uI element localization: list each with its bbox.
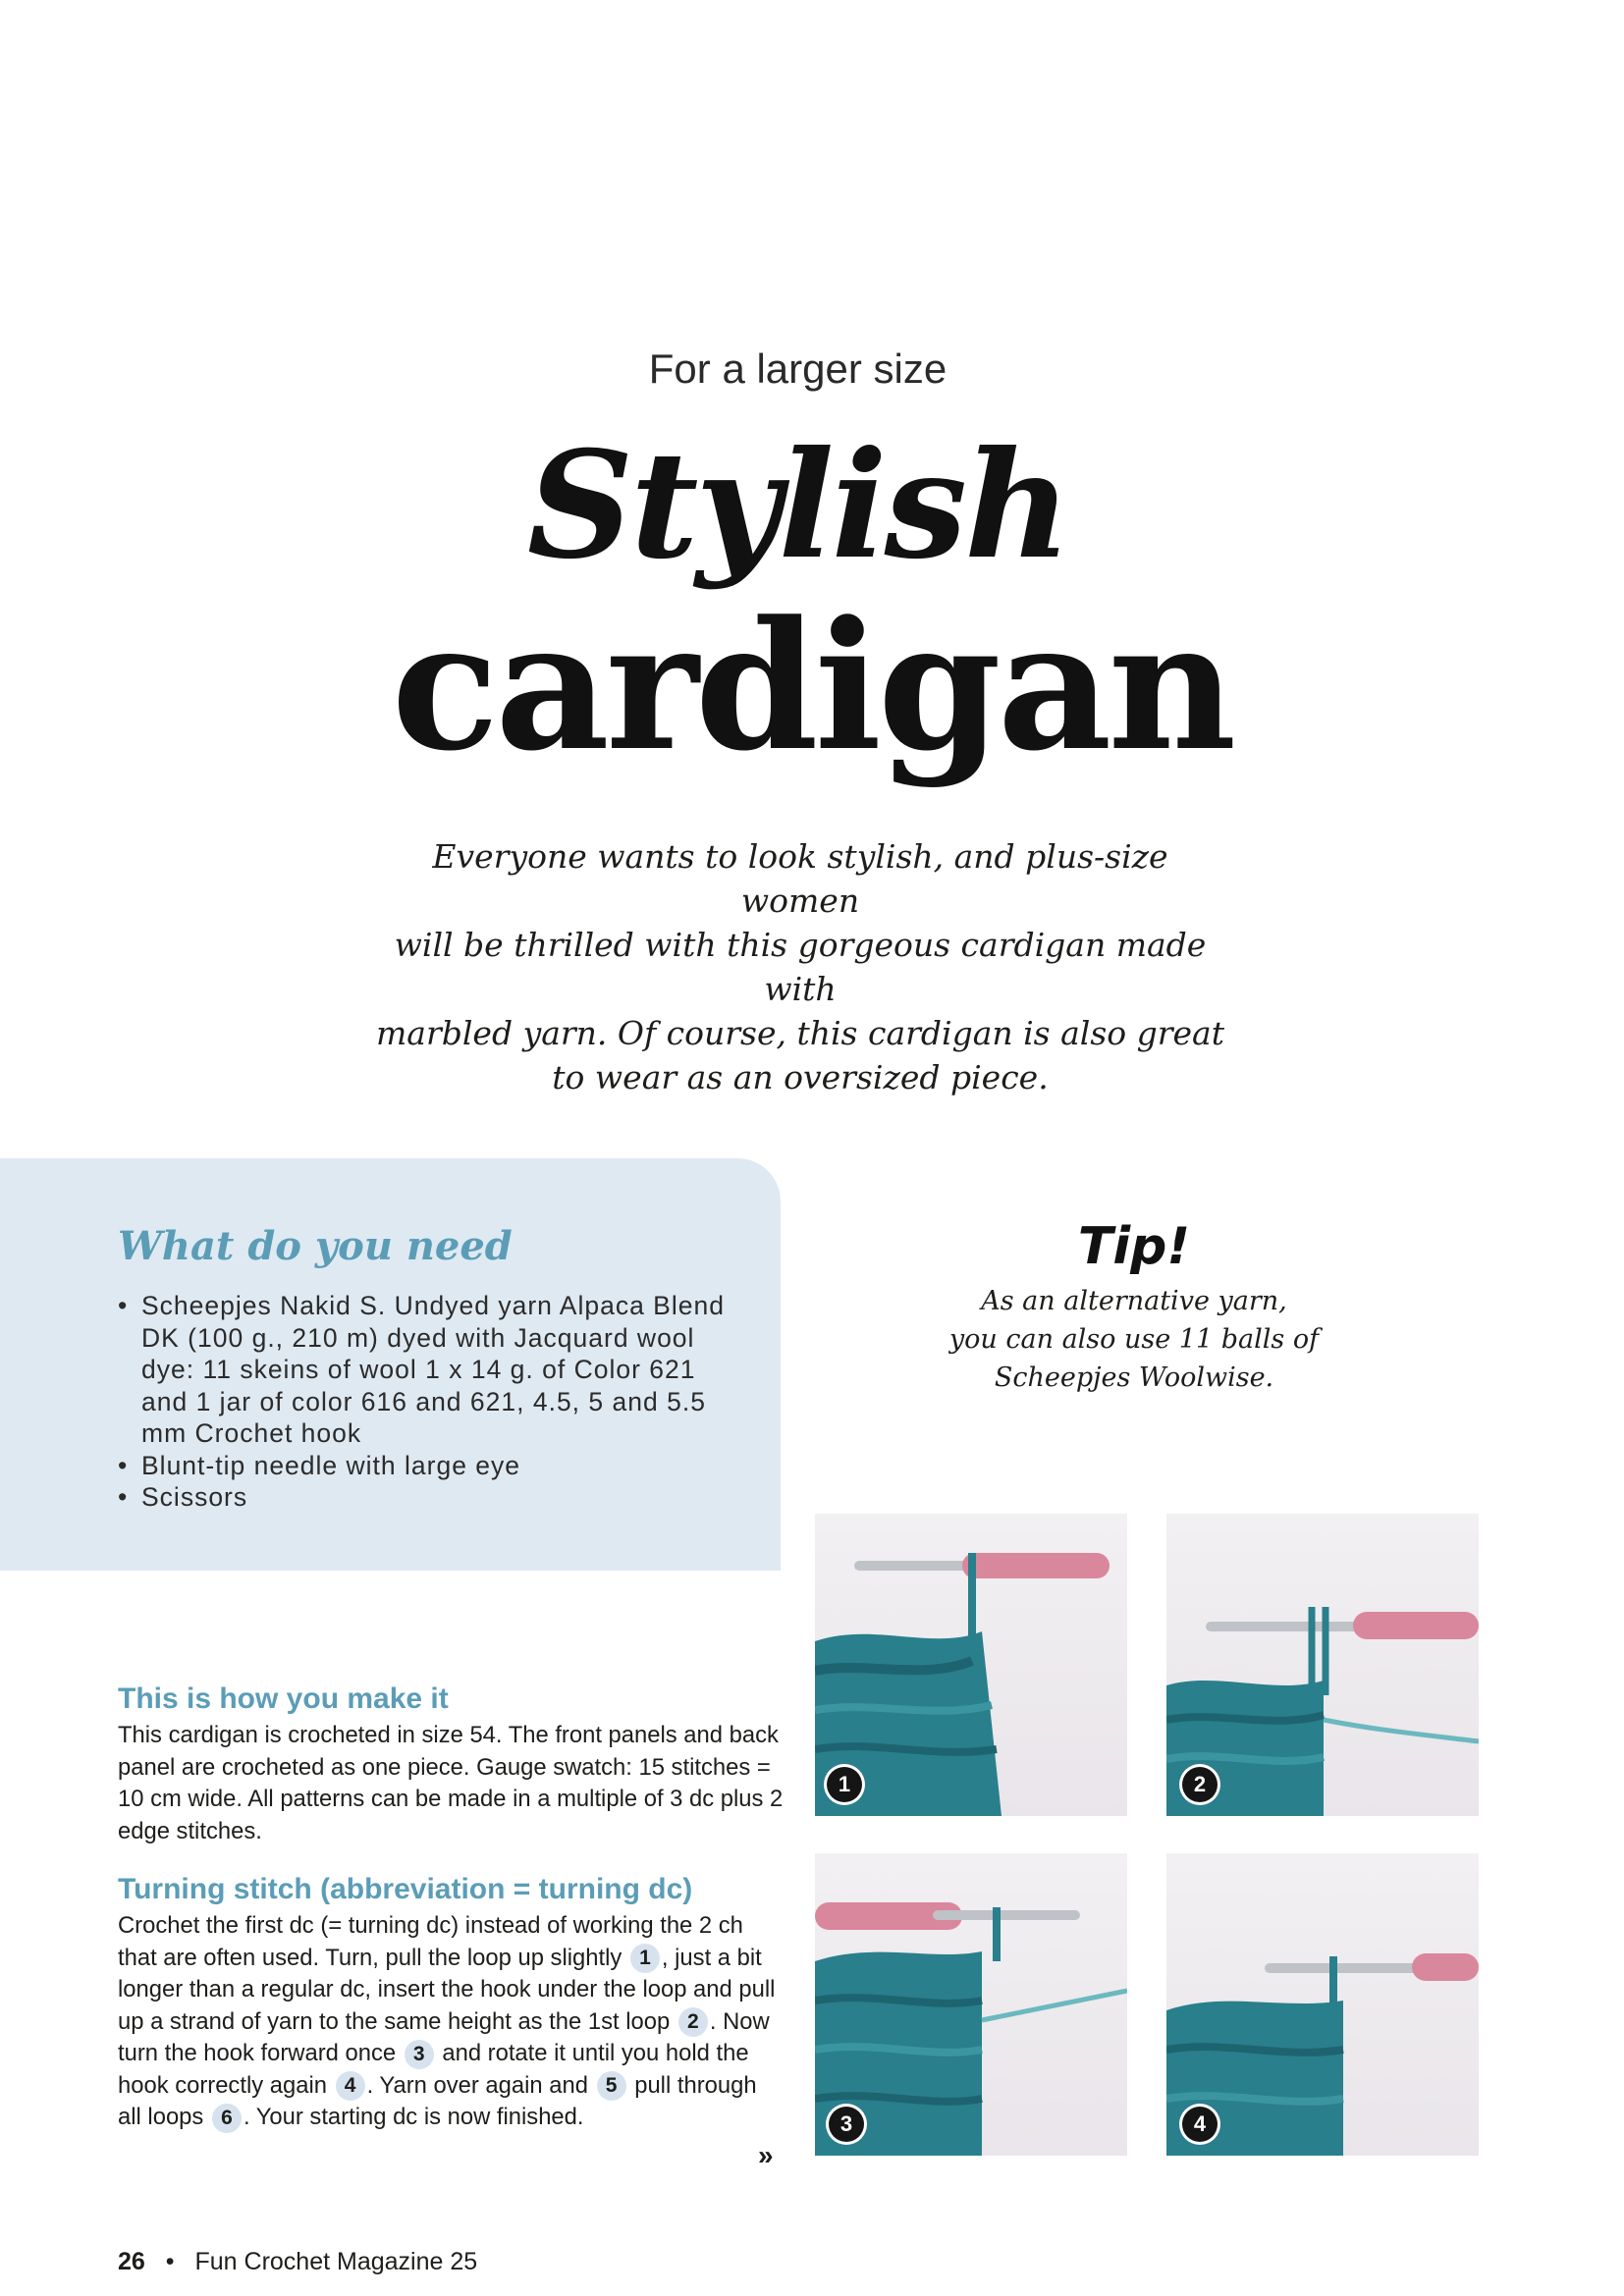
crochet-photo-illustration bbox=[815, 1853, 1127, 2156]
continue-marker: » bbox=[758, 2140, 774, 2170]
intro-line: Everyone wants to look stylish, and plus-size women bbox=[432, 837, 1168, 920]
text-run: Crochet the first dc (= turning dc) instead of working the 2 ch that are often used. Turn, pull the loop up slightly bbox=[118, 1912, 743, 1971]
page-number: 26 bbox=[118, 2248, 145, 2275]
magazine-name: Fun Crochet Magazine 25 bbox=[194, 2248, 478, 2275]
text-run: . Yarn over again and bbox=[366, 2071, 588, 2099]
list-item: • Scissors bbox=[118, 1481, 746, 1514]
crochet-photo-illustration bbox=[1166, 1514, 1479, 1816]
step-ref-4: 4 bbox=[336, 2071, 365, 2101]
list-item: • Scheepjes Nakid S. Undyed yarn Alpaca Blend DK (100 g., 210 m) dyed with Jacquard wool dye: 11 skeins of wool 1 x 14 g. of Color 621 and 1 jar of color 616 and 621, 4.5, 5 and 5.5 mm Crochet hook bbox=[118, 1290, 746, 1450]
intro-line: will be thrilled with this gorgeous cardigan made with bbox=[394, 926, 1207, 1008]
text-run: pull through all loops bbox=[118, 2071, 757, 2130]
step-ref-1: 1 bbox=[630, 1944, 660, 1973]
tip-text bbox=[918, 1282, 1350, 1397]
materials-title: What do you need bbox=[118, 1223, 513, 1269]
list-item: • Blunt-tip needle with large eye bbox=[118, 1450, 746, 1482]
text-run: and rotate it until you hold the hook correctly again bbox=[118, 2040, 749, 2099]
intro-line: marbled yarn. Of course, this cardigan is also great bbox=[376, 1014, 1224, 1052]
photo-step-badge: 4 bbox=[1182, 2107, 1218, 2142]
step-ref-3: 3 bbox=[405, 2040, 434, 2069]
photo-step-badge: 1 bbox=[827, 1767, 862, 1802]
tip-line: Scheepjes Woolwise. bbox=[994, 1362, 1274, 1393]
materials-list bbox=[118, 1290, 746, 1514]
tip-line: you can also use 11 balls of bbox=[948, 1324, 1320, 1355]
step-ref-5: 5 bbox=[597, 2071, 626, 2101]
footer-separator: • bbox=[165, 2248, 175, 2275]
step-photo-1 bbox=[815, 1514, 1127, 1816]
step-photo-4 bbox=[1166, 1853, 1479, 2156]
intro-line: to wear as an oversized piece. bbox=[552, 1058, 1049, 1096]
step-photo-2 bbox=[1166, 1514, 1479, 1816]
title-script: Stylish bbox=[526, 419, 1069, 592]
step-photo-3 bbox=[815, 1853, 1127, 2156]
text-run: . Now turn the hook forward once bbox=[118, 2007, 770, 2066]
kicker: For a larger size bbox=[648, 346, 947, 392]
page-footer bbox=[118, 2248, 477, 2276]
turning-text bbox=[118, 1910, 785, 2134]
step-ref-6: 6 bbox=[212, 2104, 242, 2133]
text-run: , just a bit longer than a regular dc, insert the hook under the loop and pull up a strand of yarn to the same height as the 1st loop bbox=[118, 1944, 776, 2035]
page-title: cardigan bbox=[391, 583, 1233, 790]
photo-step-badge: 2 bbox=[1182, 1767, 1218, 1802]
how-text: This cardigan is crocheted in size 54. The front panels and back panel are crocheted as one piece. Gauge swatch: 15 stitches = 10 cm wide. All patterns can be made in a multiple of 3 dc plus 2 edge stitches. bbox=[118, 1722, 784, 1844]
how-title: This is how you make it bbox=[118, 1682, 449, 1715]
tip-line: As an alternative yarn, bbox=[981, 1286, 1287, 1316]
photo-step-badge: 3 bbox=[829, 2107, 864, 2142]
tip-title: Tip! bbox=[1077, 1217, 1191, 1276]
turning-title: Turning stitch (abbreviation = turning dc) bbox=[118, 1873, 693, 1905]
step-ref-2: 2 bbox=[678, 2007, 708, 2037]
intro-paragraph bbox=[373, 834, 1227, 1099]
crochet-photo-illustration bbox=[1166, 1853, 1479, 2156]
crochet-photo-illustration bbox=[815, 1514, 1127, 1816]
text-run: . Your starting dc is now finished. bbox=[243, 2104, 584, 2130]
